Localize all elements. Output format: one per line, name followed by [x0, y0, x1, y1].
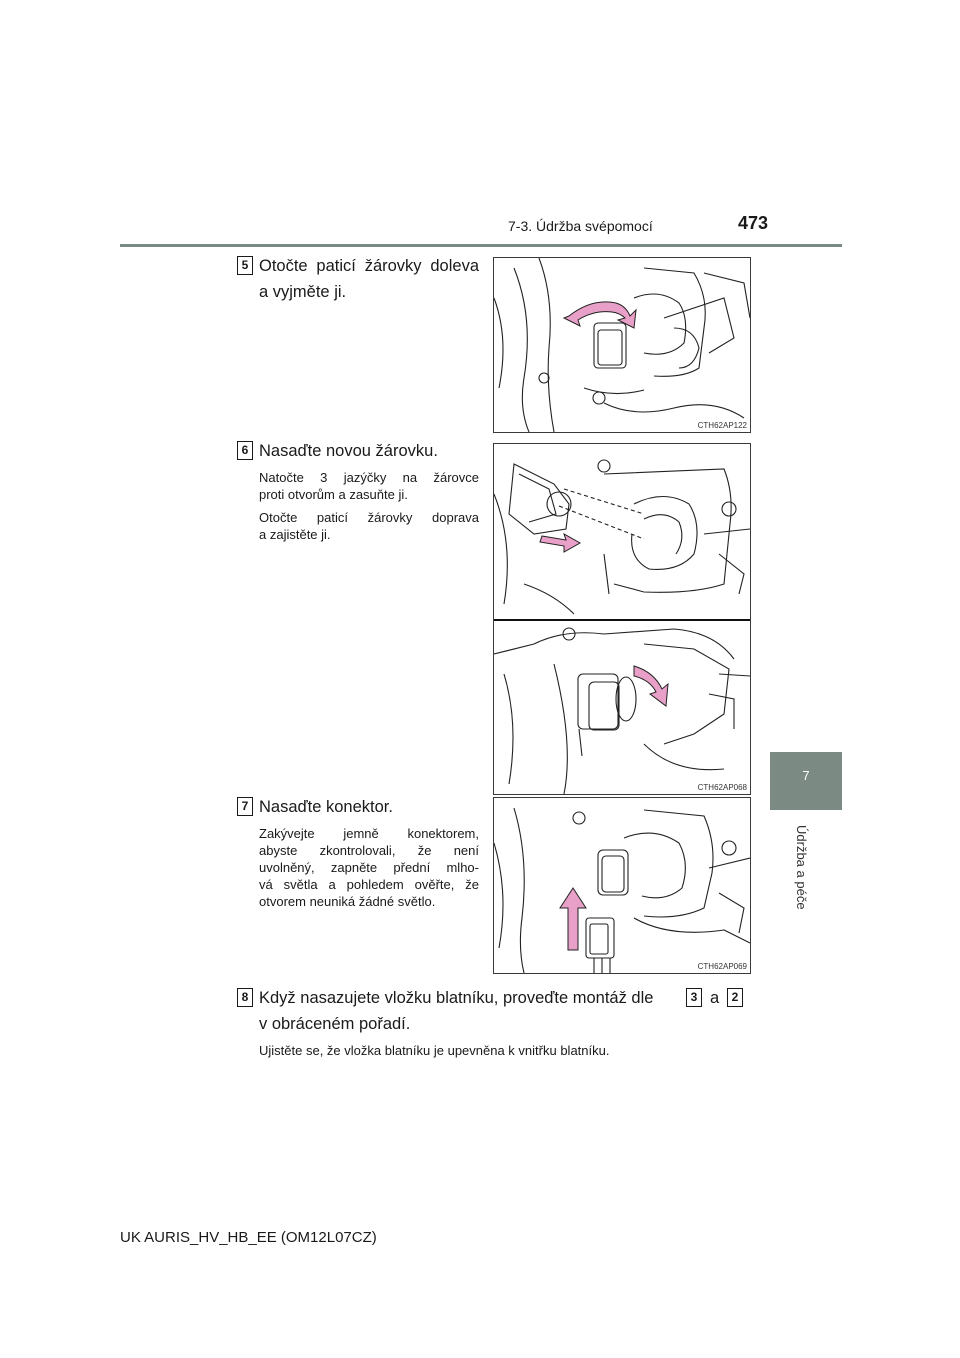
figure-code-7: CTH62AP069: [697, 962, 747, 971]
step-6-note1-line2: proti otvorům a zasuňte ji.: [259, 487, 408, 502]
figure-remove-bulb-drawing: [494, 258, 750, 432]
figure-code-5: CTH62AP122: [697, 421, 747, 430]
figure-code-6: CTH62AP068: [697, 783, 747, 792]
step-number-6: 6: [237, 441, 253, 460]
step-number-5: 5: [237, 256, 253, 275]
step-7-title: Nasaďte konektor.: [259, 798, 393, 816]
figure-install-connector-drawing: [494, 798, 750, 973]
figure-install-bulb: [493, 443, 751, 795]
step-7-note-line1: Zakývejte jemně konektorem,: [259, 826, 479, 841]
step-number-8: 8: [237, 988, 253, 1007]
figure-remove-bulb: [493, 257, 751, 433]
step-7-note-line3: uvolněný, zapněte přední mlho-: [259, 860, 479, 875]
step-7-note-line4: vá světla a pohledem ověřte, že: [259, 877, 479, 892]
page-number: 473: [738, 213, 769, 233]
step-7-note-line2: abyste zkontrolovali, že není: [259, 843, 479, 858]
chapter-label: [780, 825, 830, 965]
step-5-title-line2: a vyjměte ji.: [259, 283, 347, 301]
figure-install-connector: [493, 797, 751, 974]
step-7-note-line5: otvorem neuniká žádné světlo.: [259, 894, 436, 909]
chapter-label-text: Údržba a péče: [794, 825, 809, 910]
document-id: UK AURIS_HV_HB_EE (OM12L07CZ): [120, 1229, 377, 1246]
step-8-note: Ujistěte se, že vložka blatníku je upevněna k vnitřku blatníku.: [259, 1043, 610, 1058]
step-6-title: Nasaďte novou žárovku.: [259, 442, 438, 460]
step-5-title-line1: Otočte paticí žárovky doleva: [259, 257, 479, 275]
section-title: 7-3. Údržba svépomocí: [508, 218, 653, 234]
header-divider: [120, 244, 842, 247]
step-8-title-part1: Když nasazujete vložku blatníku, proveďte montáž dle: [259, 989, 654, 1007]
figure-install-bulb-drawing: [494, 444, 750, 794]
chapter-tab: [770, 752, 842, 810]
chapter-number: 7: [802, 768, 810, 783]
step-reference-2: 2: [727, 988, 743, 1007]
step-6-note1-line1: Natočte 3 jazýčky na žárovce: [259, 470, 479, 485]
step-8-title-line2: v obráceném pořadí.: [259, 1015, 411, 1033]
step-8-title-part2: a: [710, 989, 720, 1007]
step-6-note2-line1: Otočte paticí žárovky doprava: [259, 510, 479, 525]
step-reference-3: 3: [686, 988, 702, 1007]
step-6-note2-line2: a zajistěte ji.: [259, 527, 331, 542]
step-number-7: 7: [237, 797, 253, 816]
